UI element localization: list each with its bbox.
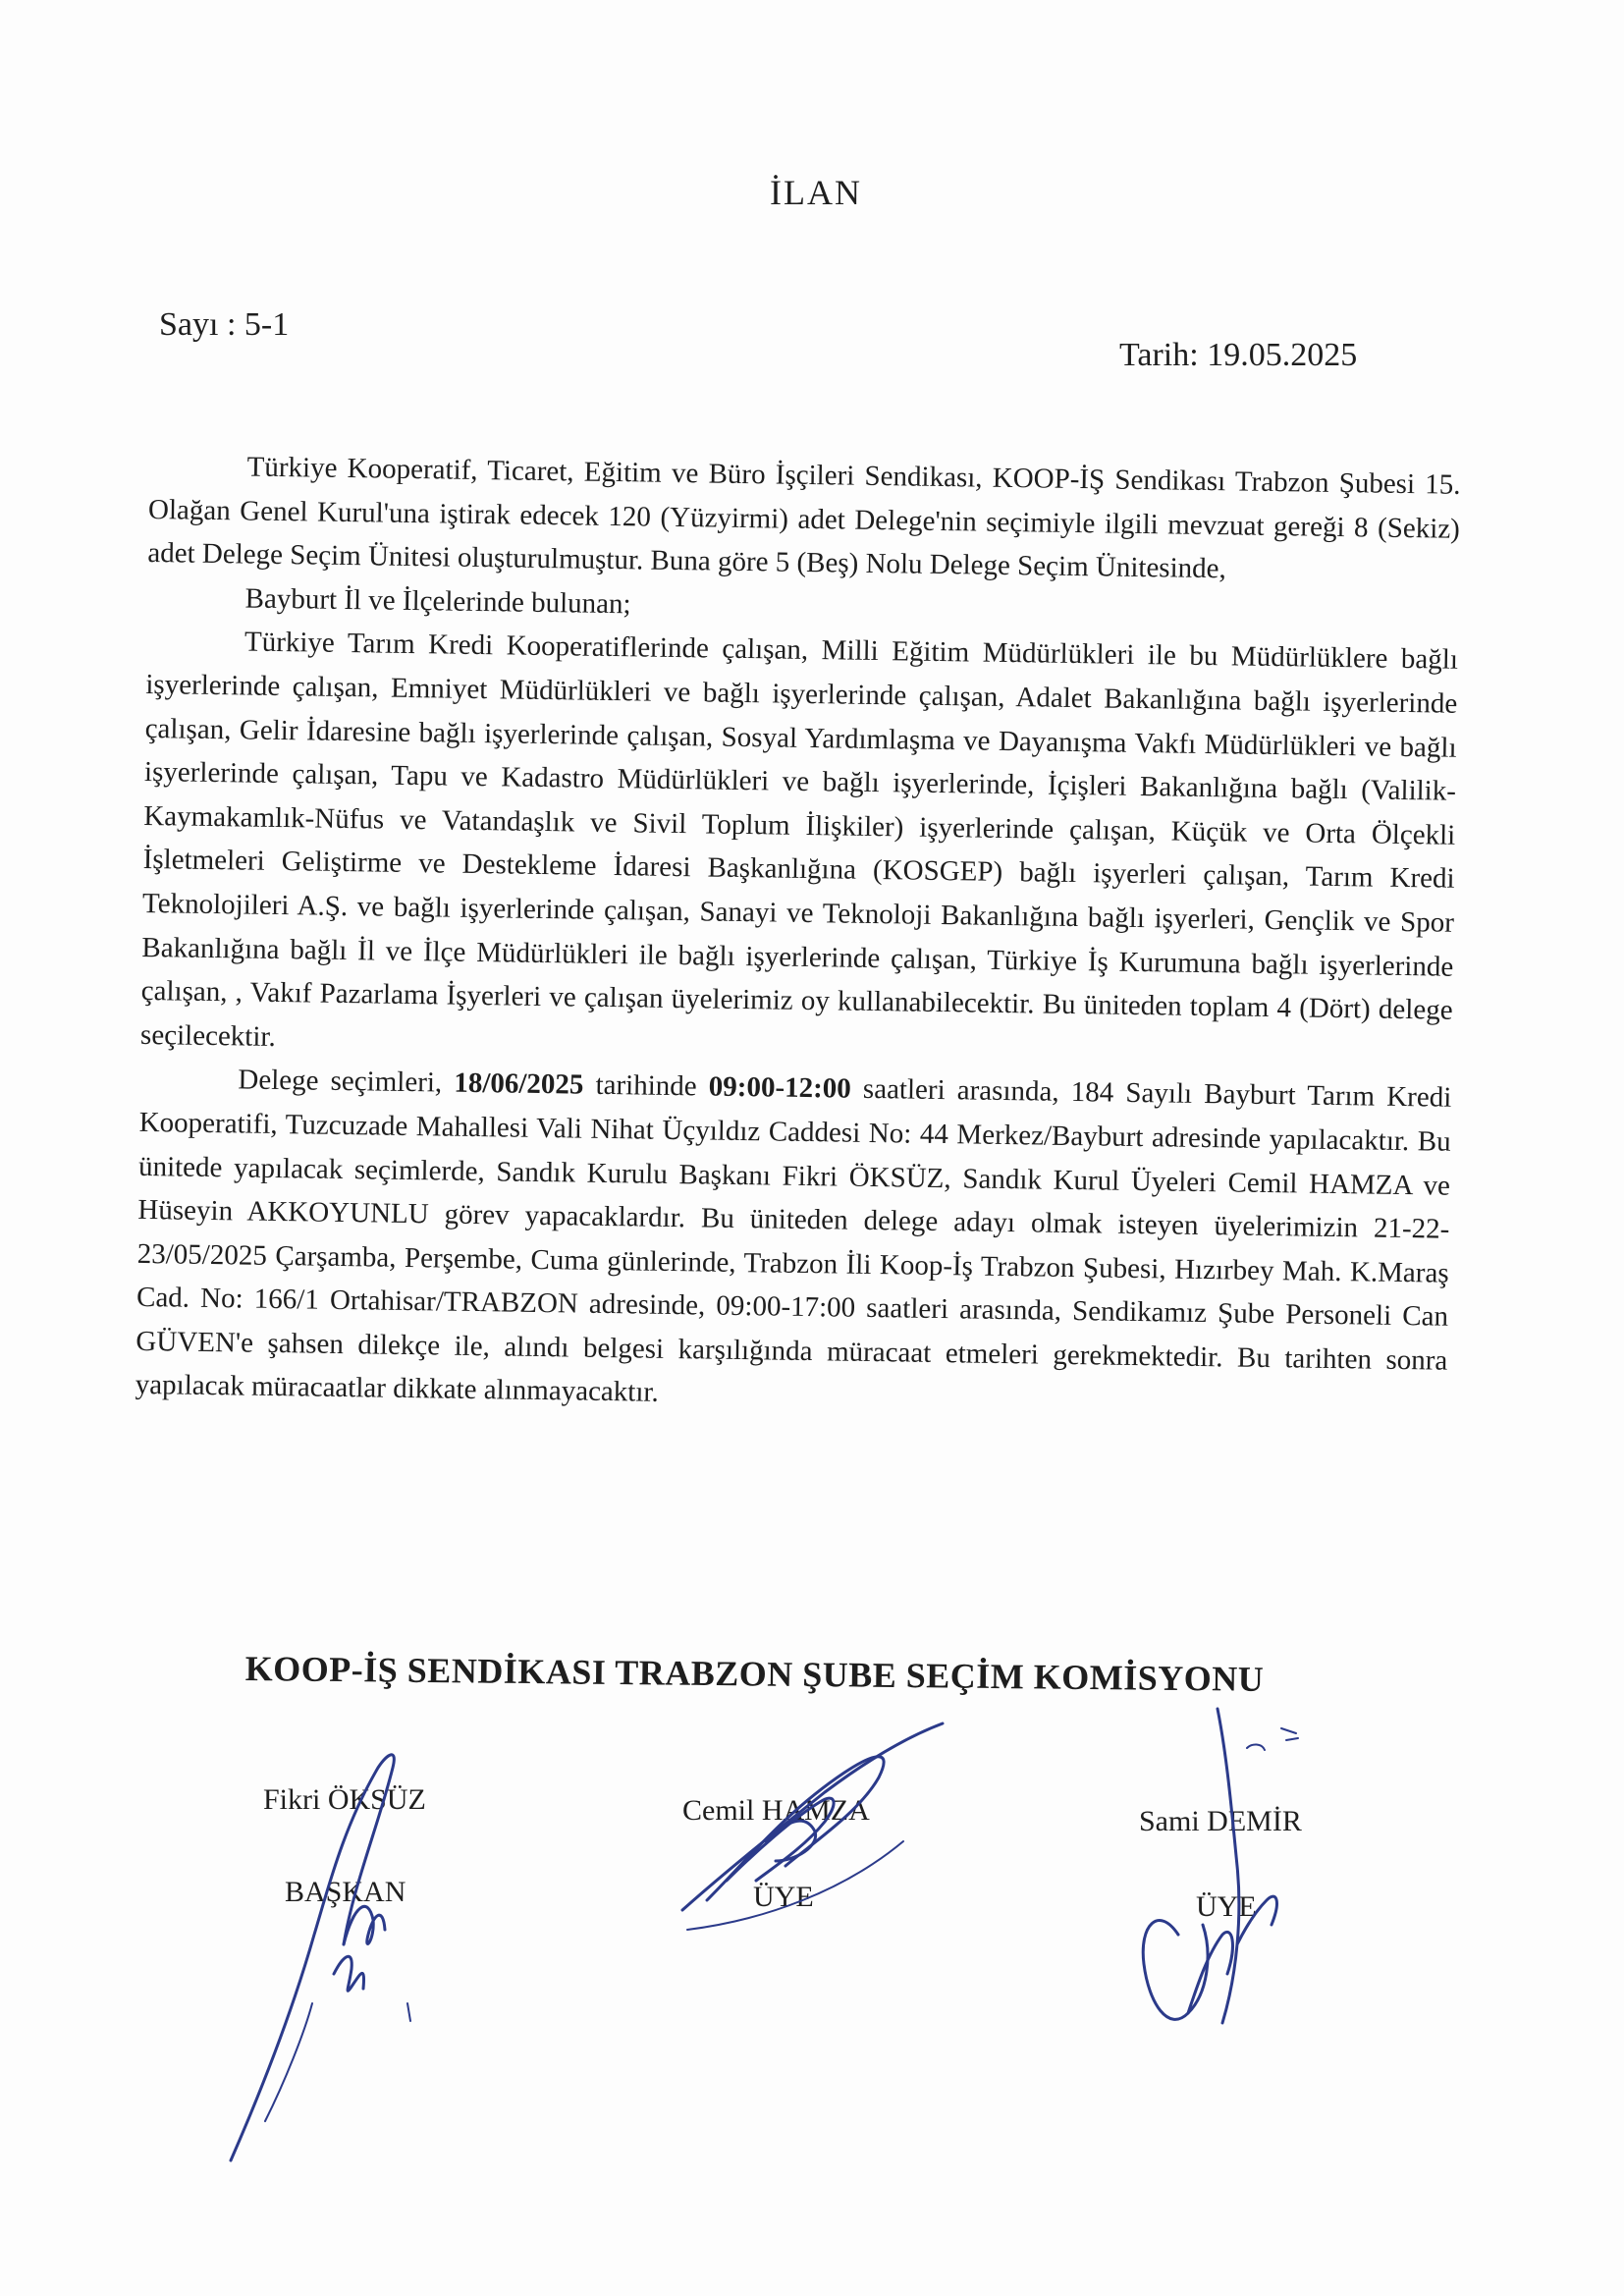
paragraph-location: Bayburt İl ve İlçelerinde bulunan; bbox=[244, 582, 631, 621]
commission-title: KOOP-İŞ SENDİKASI TRABZON ŞUBE SEÇİM KOMİSYONU bbox=[244, 1649, 1265, 1699]
paragraph-workplaces: Türkiye Tarım Kredi Kooperatiflerinde çalışan, Milli Eğitim Müdürlükleri ile bu Müdürlüklere bağlı işyerlerinde çalışan, Emniyet Müdürlükleri ve bağlı işyerlerinde çalışan, Adalet Bakanlığına bağlı işyerlerinde çalışan, Gelir İdaresine bağlı işyerlerinde çalışan, Sosyal Yardımlaşma ve Dayanışma Vakfı Müdürlükleri ve bağlı işyerlerinde çalışan, Tapu ve Kadastro Müdürlükleri ve bağlı işyerlerinde, İçişleri Bakanlığına bağlı (Valilik-Kaymakamlık-Nüfus ve Vatandaşlık ve Sivil Toplum İlişkiler) işyerlerinde çalışan, Küçük ve Orta Ölçekli İşletmeleri Geliştirme ve Destekleme İdaresi Başkanlığına (KOSGEP) bağlı işyerleri çalışan, Tarım Kredi Teknolojileri A.Ş. ve bağlı işyerlerinde çalışan, Sanayi ve Teknoloji Bakanlığına bağlı işyerleri, Gençlik ve Spor Bakanlığına bağlı İl ve İlçe Müdürlükleri ile bağlı işyerlerinde çalışan, Türkiye İş Kurumuna bağlı işyerlerinde çalışan, , Vakıf Pazarlama İşyerleri ve çalışan üyelerimiz oy kullanabilecektir. Bu üniteden toplam 4 (Dört) delege seçilecektir. bbox=[139, 626, 1459, 1053]
signatory-1-role: BAŞKAN bbox=[285, 1876, 406, 1908]
paragraph-election-details bbox=[135, 1057, 1451, 1427]
election-text-rest: saatleri arasında, 184 Sayılı Bayburt Tarım Kredi Kooperatifi, Tuzcuzade Mahallesi Vali Nihat Üçyıldız Caddesi No: 44 Merkez/Bayburt adresinde yapılacaktır. Bu ünitede yapılacak seçimlerde, Sandık Kurulu Başkanı Fikri ÖKSÜZ, Sandık Kurul Üyeleri Cemil HAMZA ve Hüseyin AKKOYUNLU görev yapacaklardır. Bu üniteden delege adayı olmak isteyen üyelerimizin 21-22-23/05/2025 Çarşamba, Perşembe, Cuma günlerinde, Trabzon İli Koop-İş Trabzon Şubesi, Hızırbey Mah. K.Maraş Cad. No: 166/1 Ortahisar/TRABZON adresinde, 09:00-17:00 saatleri arasında, Sendikamız Şube Personeli Can GÜVEN'e şahsen dilekçe ile, alındı belgesi karşılığında müracaat etmeleri gerekmektedir. Bu tarihten sonra yapılacak müracaatlar dikkate alınmayacaktır. bbox=[135, 1072, 1452, 1409]
election-text-mid: tarihinde bbox=[583, 1068, 710, 1103]
signatory-2-name: Cemil HAMZA bbox=[682, 1794, 870, 1827]
signatory-3-name: Sami DEMİR bbox=[1139, 1805, 1302, 1837]
election-time: 09:00-12:00 bbox=[708, 1070, 852, 1105]
document-number: Sayı : 5-1 bbox=[159, 306, 290, 343]
document-title: İLAN bbox=[770, 173, 862, 212]
signatory-3-role: ÜYE bbox=[1196, 1890, 1257, 1923]
signatory-1-name: Fikri ÖKSÜZ bbox=[263, 1783, 426, 1816]
signatory-2-role: ÜYE bbox=[753, 1881, 814, 1913]
signature-3 bbox=[1090, 1689, 1326, 2062]
signature-1 bbox=[206, 1709, 461, 2170]
paragraph-intro: Türkiye Kooperatif, Ticaret, Eğitim ve Büro İşçileri Sendikası, KOOP-İŞ Sendikası Trabzon Şubesi 15. Olağan Genel Kurul'una iştirak edecek 120 (Yüzyirmi) adet Delege'nin seçimiyle ilgili mevzuat gereği 8 (Sekiz) adet Delege Seçim Ünitesi oluşturulmuştur. Buna göre 5 (Beş) Nolu Delege Seçim Ünitesinde, bbox=[147, 451, 1461, 585]
election-text-start: Delege seçimleri, bbox=[238, 1064, 455, 1099]
election-date: 18/06/2025 bbox=[454, 1066, 584, 1101]
document-date: Tarih: 19.05.2025 bbox=[1119, 337, 1358, 373]
announcement-body bbox=[135, 444, 1460, 1427]
